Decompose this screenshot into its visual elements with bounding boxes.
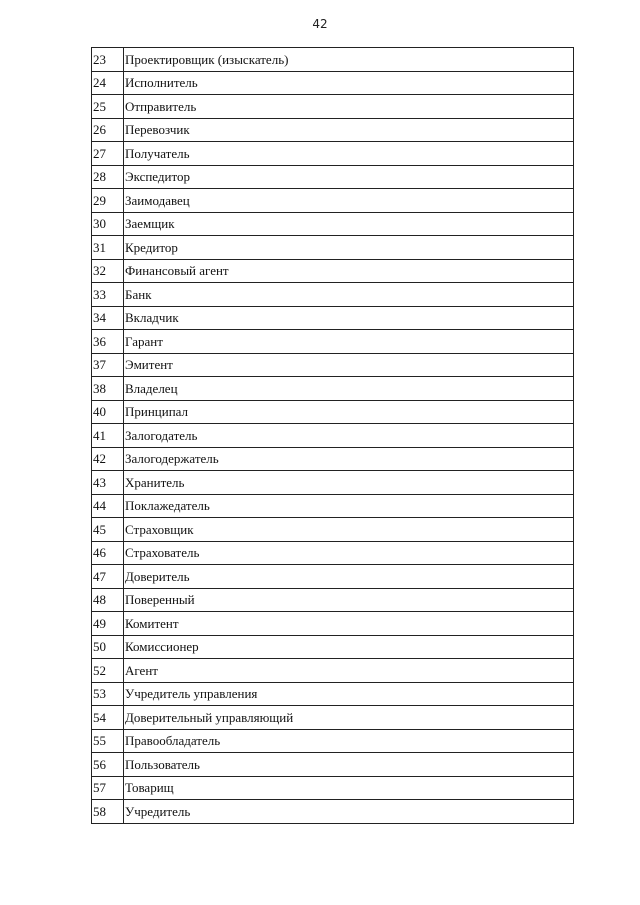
row-name-cell: Получатель bbox=[124, 142, 574, 166]
row-code-cell: 24 bbox=[92, 71, 124, 95]
table-row bbox=[92, 800, 574, 824]
table-row bbox=[92, 541, 574, 565]
table-row bbox=[92, 776, 574, 800]
table-row bbox=[92, 330, 574, 354]
row-name-cell: Экспедитор bbox=[124, 165, 574, 189]
row-name-cell: Вкладчик bbox=[124, 306, 574, 330]
row-name-cell: Отправитель bbox=[124, 95, 574, 119]
row-code-cell: 30 bbox=[92, 212, 124, 236]
row-name-cell: Банк bbox=[124, 283, 574, 307]
table-row bbox=[92, 212, 574, 236]
table-row bbox=[92, 706, 574, 730]
table-row bbox=[92, 635, 574, 659]
row-name-cell: Заемщик bbox=[124, 212, 574, 236]
table-row bbox=[92, 659, 574, 683]
row-code-cell: 43 bbox=[92, 471, 124, 495]
row-code-cell: 23 bbox=[92, 48, 124, 72]
row-name-cell: Залогодержатель bbox=[124, 447, 574, 471]
table-row bbox=[92, 236, 574, 260]
roles-table bbox=[91, 47, 574, 824]
row-name-cell: Хранитель bbox=[124, 471, 574, 495]
table-row bbox=[92, 142, 574, 166]
table-row bbox=[92, 377, 574, 401]
table-row bbox=[92, 612, 574, 636]
row-code-cell: 25 bbox=[92, 95, 124, 119]
row-code-cell: 38 bbox=[92, 377, 124, 401]
table-row bbox=[92, 565, 574, 589]
row-code-cell: 41 bbox=[92, 424, 124, 448]
row-code-cell: 52 bbox=[92, 659, 124, 683]
row-name-cell: Заимодавец bbox=[124, 189, 574, 213]
row-name-cell: Товарищ bbox=[124, 776, 574, 800]
row-code-cell: 33 bbox=[92, 283, 124, 307]
table-row bbox=[92, 165, 574, 189]
row-code-cell: 45 bbox=[92, 518, 124, 542]
row-name-cell: Залогодатель bbox=[124, 424, 574, 448]
row-name-cell: Страховщик bbox=[124, 518, 574, 542]
row-name-cell: Доверитель bbox=[124, 565, 574, 589]
table-row bbox=[92, 400, 574, 424]
row-name-cell: Эмитент bbox=[124, 353, 574, 377]
row-code-cell: 47 bbox=[92, 565, 124, 589]
row-code-cell: 40 bbox=[92, 400, 124, 424]
row-code-cell: 29 bbox=[92, 189, 124, 213]
row-code-cell: 44 bbox=[92, 494, 124, 518]
row-code-cell: 58 bbox=[92, 800, 124, 824]
row-name-cell: Финансовый агент bbox=[124, 259, 574, 283]
row-code-cell: 57 bbox=[92, 776, 124, 800]
table-row bbox=[92, 471, 574, 495]
row-code-cell: 54 bbox=[92, 706, 124, 730]
row-name-cell: Страхователь bbox=[124, 541, 574, 565]
row-code-cell: 42 bbox=[92, 447, 124, 471]
row-code-cell: 53 bbox=[92, 682, 124, 706]
row-code-cell: 48 bbox=[92, 588, 124, 612]
row-name-cell: Исполнитель bbox=[124, 71, 574, 95]
row-code-cell: 49 bbox=[92, 612, 124, 636]
table-row bbox=[92, 71, 574, 95]
table-row bbox=[92, 95, 574, 119]
row-code-cell: 34 bbox=[92, 306, 124, 330]
table-row bbox=[92, 283, 574, 307]
row-name-cell: Учредитель bbox=[124, 800, 574, 824]
table-row bbox=[92, 48, 574, 72]
row-name-cell: Доверительный управляющий bbox=[124, 706, 574, 730]
row-code-cell: 32 bbox=[92, 259, 124, 283]
page-number: 42 bbox=[312, 17, 328, 31]
row-name-cell: Агент bbox=[124, 659, 574, 683]
row-name-cell: Комиссионер bbox=[124, 635, 574, 659]
row-code-cell: 31 bbox=[92, 236, 124, 260]
row-name-cell: Пользователь bbox=[124, 753, 574, 777]
row-code-cell: 55 bbox=[92, 729, 124, 753]
row-code-cell: 46 bbox=[92, 541, 124, 565]
table-row bbox=[92, 259, 574, 283]
row-code-cell: 26 bbox=[92, 118, 124, 142]
row-name-cell: Проектировщик (изыскатель) bbox=[124, 48, 574, 72]
row-code-cell: 50 bbox=[92, 635, 124, 659]
row-name-cell: Комитент bbox=[124, 612, 574, 636]
table-row bbox=[92, 118, 574, 142]
row-name-cell: Гарант bbox=[124, 330, 574, 354]
table-row bbox=[92, 189, 574, 213]
row-name-cell: Принципал bbox=[124, 400, 574, 424]
table-row bbox=[92, 588, 574, 612]
row-name-cell: Кредитор bbox=[124, 236, 574, 260]
table-row bbox=[92, 447, 574, 471]
row-name-cell: Владелец bbox=[124, 377, 574, 401]
row-code-cell: 28 bbox=[92, 165, 124, 189]
table-row bbox=[92, 753, 574, 777]
table-row bbox=[92, 494, 574, 518]
row-name-cell: Правообладатель bbox=[124, 729, 574, 753]
row-code-cell: 36 bbox=[92, 330, 124, 354]
row-code-cell: 27 bbox=[92, 142, 124, 166]
table-row bbox=[92, 306, 574, 330]
table-row bbox=[92, 424, 574, 448]
row-name-cell: Поверенный bbox=[124, 588, 574, 612]
roles-table-body bbox=[92, 48, 574, 824]
table-row bbox=[92, 682, 574, 706]
row-name-cell: Перевозчик bbox=[124, 118, 574, 142]
table-row bbox=[92, 353, 574, 377]
table-row bbox=[92, 518, 574, 542]
row-code-cell: 37 bbox=[92, 353, 124, 377]
row-name-cell: Поклажедатель bbox=[124, 494, 574, 518]
table-row bbox=[92, 729, 574, 753]
row-code-cell: 56 bbox=[92, 753, 124, 777]
row-name-cell: Учредитель управления bbox=[124, 682, 574, 706]
